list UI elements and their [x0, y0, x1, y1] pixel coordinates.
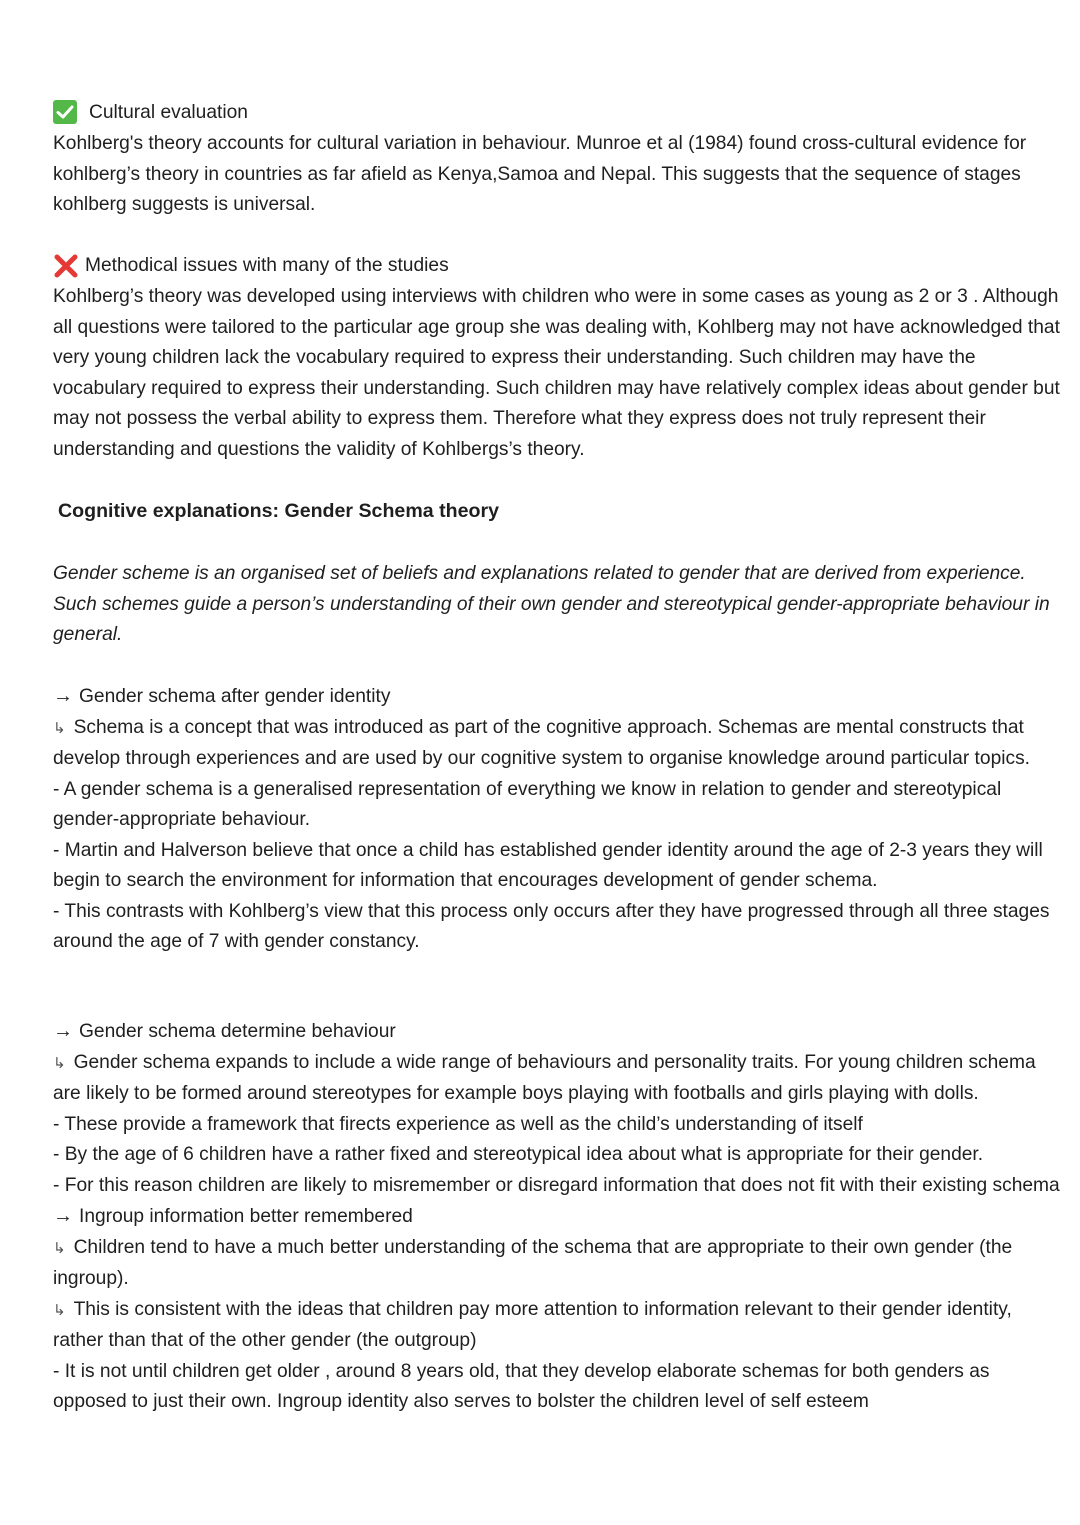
behaviour-heading: → Gender schema determine behaviour	[53, 1020, 396, 1042]
identity-point-2: - Martin and Halverson believe that once a child has established gender identity around the age of 2-3 years they will begin to search the environment for information that encourages development of gender schema.	[53, 839, 1043, 891]
identity-point-1: - A gender schema is a generalised representation of everything we know in relation to gender and stereotypical gender-appropriate behaviour.	[53, 778, 1002, 830]
arrow-right-icon: →	[53, 1205, 73, 1227]
ingroup-heading: → Ingroup information better remembered	[53, 1205, 413, 1227]
identity-section	[53, 681, 1063, 958]
cultural-evaluation-title: Cultural evaluation	[89, 102, 248, 123]
hook-arrow-icon: ↳	[53, 719, 66, 737]
methodical-issues-text: Kohlberg’s theory was developed using interviews with children who were in some cases as young as 2 or 3 . Although all questions were tailored to the particular age group she was dealing with, Kohlberg may not have acknowledged that very young children lack the vocabulary required to express their understanding. Such children may have the vocabulary required to express their understanding. Such children may have relatively complex ideas about gender but may not possess the verbal ability to express them. Therefore what they express does not truly represent their understanding and questions the validity of Kohlbergs’s theory.	[53, 286, 1060, 460]
hook-arrow-icon: ↳	[53, 1301, 66, 1319]
behaviour-point-3: - For this reason children are likely to misremember or disregard information that does not fit with their existing schema	[53, 1174, 1060, 1196]
hook-arrow-icon: ↳	[53, 1239, 66, 1257]
methodical-issues-title: Methodical issues with many of the studies	[85, 255, 449, 276]
behaviour-section	[53, 1016, 1063, 1418]
check-mark-icon	[53, 100, 77, 124]
arrow-right-icon: →	[53, 685, 73, 707]
behaviour-point-2: - By the age of 6 children have a rather fixed and stereotypical idea about what is appropriate for their gender.	[53, 1144, 984, 1165]
cultural-evaluation-heading	[53, 98, 1063, 129]
identity-heading: → Gender schema after gender identity	[53, 685, 391, 707]
behaviour-sub-point: ↳ Gender schema expands to include a wide range of behaviours and personality traits. For young children schema are likely to be formed around stereotypes for example boys playing with footballs and girls playing with dolls.	[53, 1051, 1036, 1104]
methodical-issues-heading	[53, 251, 1063, 282]
ingroup-sub-point-1: ↳ Children tend to have a much better understanding of the schema that are appropriate to their own gender (the ingroup).	[53, 1236, 1013, 1289]
ingroup-sub-point-2: ↳ This is consistent with the ideas that children pay more attention to information relevant to their gender identity, rather than that of the other gender (the outgroup)	[53, 1298, 1012, 1351]
gender-scheme-definition: Gender scheme is an organised set of beliefs and explanations related to gender that are derived from experience. Such schemes guide a person’s understanding of their own gender and stereotypical gender-appropriate behaviour in general.	[53, 563, 1050, 645]
cross-mark-icon	[53, 253, 79, 279]
cultural-evaluation-text: Kohlberg's theory accounts for cultural variation in behaviour. Munroe et al (1984) found cross-cultural evidence for kohlberg’s theory in countries as far afield as Kenya,Samoa and Nepal. This suggests that the sequence of stages kohlberg suggests is universal.	[53, 133, 1027, 215]
ingroup-point-1: - It is not until children get older , around 8 years old, that they develop elaborate schemas for both genders as opposed to just their own. Ingroup identity also serves to bolster the children level of self esteem	[53, 1360, 990, 1412]
behaviour-point-1: - These provide a framework that firects experience as well as the child’s understanding of itself	[53, 1113, 863, 1135]
arrow-right-icon: →	[53, 1020, 73, 1042]
section-title: Cognitive explanations: Gender Schema theory	[58, 500, 499, 522]
hook-arrow-icon: ↳	[53, 1054, 66, 1072]
identity-point-3: - This contrasts with Kohlberg’s view that this process only occurs after they have progressed through all three stages around the age of 7 with gender constancy.	[53, 900, 1050, 952]
identity-sub-point: ↳ Schema is a concept that was introduced as part of the cognitive approach. Schemas are mental constructs that develop through experiences and are used by our cognitive system to organise knowledge around particular topics.	[53, 716, 1031, 769]
